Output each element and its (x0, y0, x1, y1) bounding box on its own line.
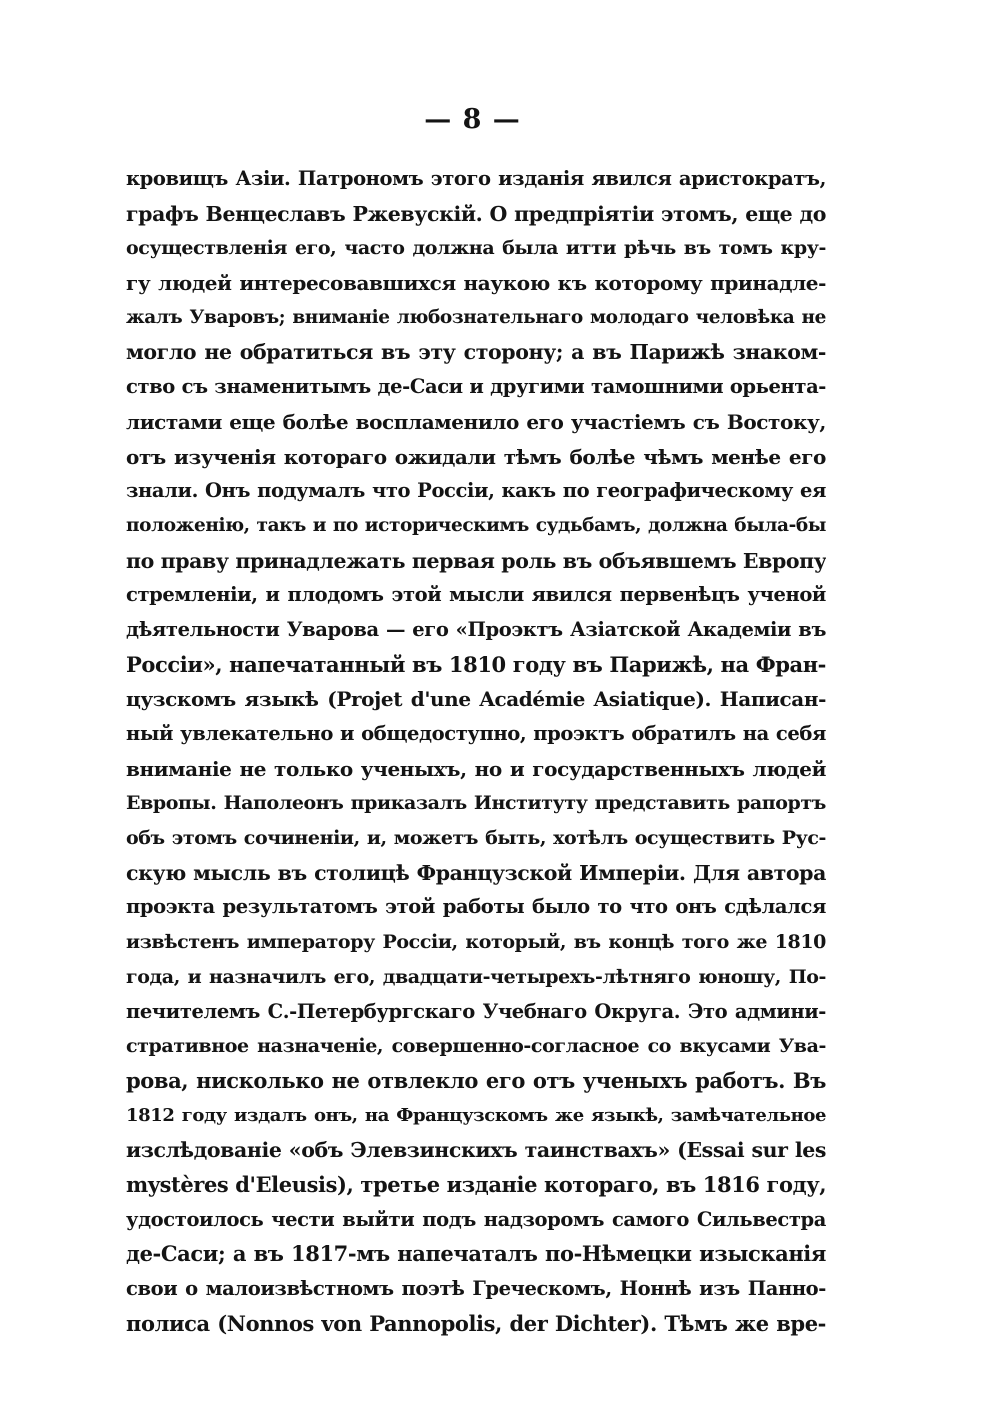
body-text (126, 162, 826, 1341)
text-line: Россіи», напечатанный въ 1810 году въ Парижѣ, на Фран- (126, 651, 826, 677)
text-line: скую мысль въ столицѣ Французской Имперіи. Для автора (126, 860, 826, 885)
text-line: знали. Онъ подумалъ что Россіи, какъ по географическому ея (126, 479, 826, 503)
text-line: графъ Венцеславъ Ржевускій. О предпріятіи этомъ, еще до (126, 201, 826, 226)
text-line: изслѣдованіе «объ Элевзинскихъ таинствахъ» (Essai sur les (126, 1138, 826, 1163)
text-line: де-Саси; а въ 1817-мъ напечаталъ по-Нѣмецки изысканія (126, 1241, 826, 1267)
text-line: гу людей интересовавшихся наукою къ которому принадле- (126, 271, 826, 296)
text-line: Европы. Наполеонъ приказалъ Институту представить рапортъ (126, 792, 826, 815)
text-line: могло не обратиться въ эту сторону; а въ Парижѣ знаком- (126, 340, 826, 365)
text-line: стремленіи, и плодомъ этой мысли явился первенѣцъ ученой (126, 583, 826, 607)
text-line: года, и назначилъ его, двадцати-четырехъ-лѣтняго юношу, По- (126, 965, 826, 988)
text-line: стративное назначеніе, совершенно-согласное со вкусами Ува- (126, 1035, 826, 1058)
text-line: листами еще болѣе воспламенило его участіемъ съ Востоку, (126, 409, 826, 434)
text-line: извѣстенъ императору Россіи, который, въ концѣ того же 1810 (126, 931, 826, 954)
text-line: удостоилось чести выйти подъ надзоромъ самого Сильвестра (126, 1207, 826, 1231)
text-line: кровищъ Азіи. Патрономъ этого изданія явился аристократъ, (126, 167, 826, 190)
text-line: осуществленія его, часто должна была итти рѣчь въ томъ кру- (126, 237, 826, 260)
text-line: 1812 году издалъ онъ, на Французскомъ же языкѣ, замѣчательное (126, 1104, 826, 1126)
text-line: печителемъ С.-Петербургскаго Учебнаго Округа. Это админи- (126, 999, 826, 1023)
text-line: рова, нисколько не отвлекло его отъ ученыхъ работъ. Въ (126, 1067, 826, 1093)
text-line: ство съ знаменитымъ де-Саси и другими тамошними орьента- (126, 375, 826, 399)
text-line: полиса (Nonnos von Pannopolis, der Dichter). Тѣмъ же вре- (126, 1310, 826, 1336)
text-line: вниманіе не только ученыхъ, но и государственныхъ людей (126, 756, 826, 781)
text-line: отъ изученія котораго ожидали тѣмъ болѣе чѣмъ менѣе его (126, 444, 826, 469)
text-line: дѣятельности Уварова — его «Проэктъ Азіатской Академіи въ (126, 617, 826, 641)
text-line: ный увлекательно и общедоступно, проэктъ обратилъ на себя (126, 722, 826, 745)
text-line: mystères d'Eleusis), третье изданіе котораго, въ 1816 году, (126, 1171, 826, 1197)
text-line: свои о малоизвѣстномъ поэтѣ Греческомъ, Ноннѣ изъ Панно- (126, 1277, 826, 1300)
page-number: — 8 — (424, 104, 521, 135)
text-line: по праву принадлежать первая роль въ объявшемъ Европу (126, 548, 826, 573)
text-line: объ этомъ сочиненіи, и, можетъ быть, хотѣлъ осуществить Рус- (126, 827, 826, 850)
text-line: положенію, такъ и по историческимъ судьбамъ, должна была-бы (126, 514, 826, 536)
text-line: проэкта результатомъ этой работы было то что онъ сдѣлался (126, 895, 826, 919)
text-line: цузскомъ языкѣ (Projet d'une Académie Asiatique). Написан- (126, 687, 826, 712)
text-line: жалъ Уваровъ; вниманіе любознательнаго молодаго человѣка не (126, 306, 826, 328)
